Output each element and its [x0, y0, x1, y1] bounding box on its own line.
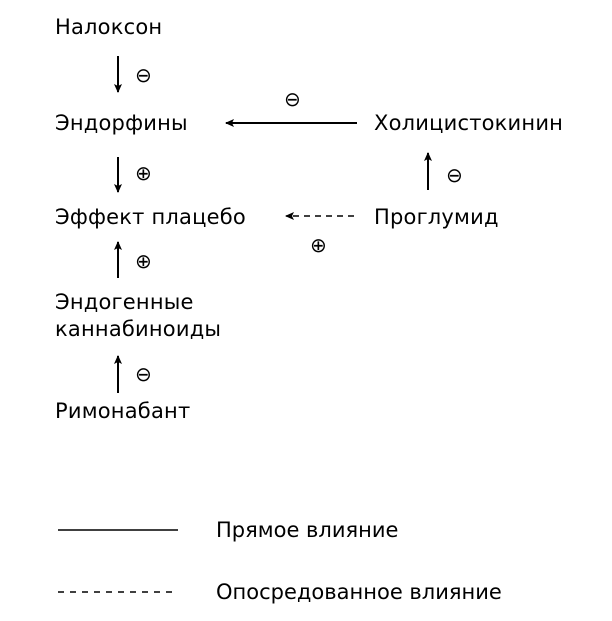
node-proglumide: Проглумид: [374, 205, 499, 229]
legend-direct-label: Прямое влияние: [216, 518, 399, 542]
sign-minus-proglumide-cck: ⊖: [446, 163, 463, 187]
legend-indirect-label: Опосредованное влияние: [216, 580, 502, 604]
node-endorphins: Эндорфины: [55, 111, 188, 135]
sign-plus-endorphins-placebo: ⊕: [135, 161, 152, 185]
sign-plus-proglumide-placebo: ⊕: [310, 233, 327, 257]
node-naloxone: Налоксон: [55, 15, 163, 39]
sign-minus-naloxone-endorphins: ⊖: [135, 63, 152, 87]
sign-minus-cck-endorphins: ⊖: [284, 87, 301, 111]
node-placebo-effect: Эффект плацебо: [55, 205, 246, 229]
sign-minus-rimonabant-endocannabinoids: ⊖: [135, 362, 152, 386]
node-endocannabinoids-line1: Эндогенные: [55, 290, 194, 314]
node-cholecystokinin: Холицистокинин: [374, 111, 564, 135]
node-endocannabinoids-line2: каннабиноиды: [55, 317, 222, 341]
node-rimonabant: Римонабант: [55, 399, 191, 423]
sign-plus-endocannabinoids-placebo: ⊕: [135, 249, 152, 273]
